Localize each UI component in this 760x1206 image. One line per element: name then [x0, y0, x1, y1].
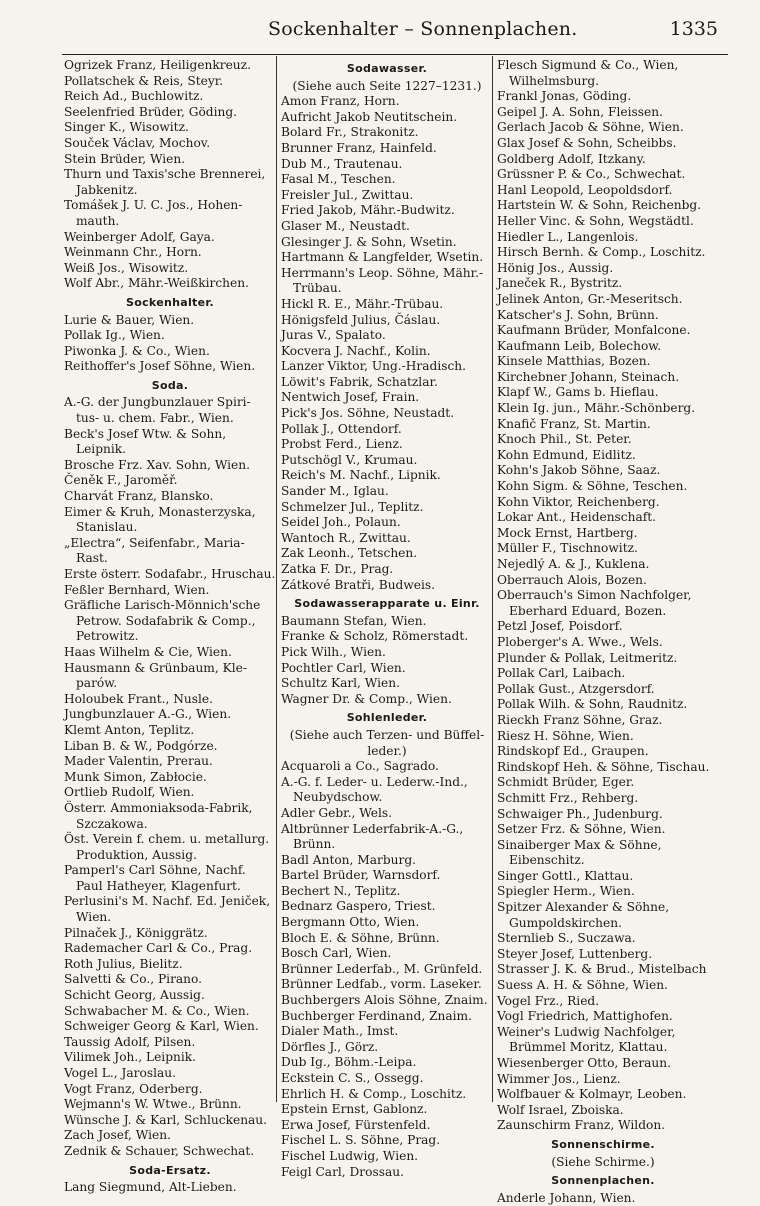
- directory-entry: Vilimek Joh., Leipnik.: [64, 1050, 197, 1065]
- directory-entry: Suess A. H. & Söhne, Wien.: [497, 978, 668, 993]
- directory-entry: Adler Gebr., Wels.: [281, 805, 393, 820]
- directory-entry: Jelinek Anton, Gr.-Meseritsch.: [497, 291, 683, 306]
- directory-entry: Grüssner P. & Co., Schwechat.: [497, 167, 686, 182]
- cross-reference-note: leder.): [367, 743, 407, 758]
- directory-entry: Klein Ig. jun., Mähr.-Schönberg.: [497, 401, 696, 416]
- directory-entry: Knafič Franz, St. Martin.: [497, 416, 651, 431]
- directory-entry: Taussig Adolf, Pilsen.: [64, 1034, 196, 1049]
- directory-entry: Pollak Ig., Wien.: [64, 328, 165, 343]
- directory-entry: Stein Brüder, Wien.: [64, 151, 186, 166]
- directory-entry: Brünner Ledfab., vorm. Laseker.: [281, 977, 482, 992]
- directory-entry: Feigl Carl, Drossau.: [281, 1164, 404, 1179]
- directory-entry: Altbrünner Lederfabrik-A.-G.,: [281, 821, 464, 836]
- directory-entry: Acquaroli a Co., Sagrado.: [281, 759, 439, 774]
- directory-entry: Wagner Dr. & Comp., Wien.: [281, 691, 452, 706]
- directory-entry: Lurie & Bauer, Wien.: [64, 312, 195, 327]
- directory-entry: Schwabacher M. & Co., Wien.: [64, 1003, 250, 1018]
- directory-entry: Nentwich Josef, Frain.: [281, 390, 420, 405]
- directory-entry: Pollak Gust., Atzgersdorf.: [497, 681, 655, 696]
- directory-entry: Badl Anton, Marburg.: [281, 852, 417, 867]
- directory-entry: Wolf Abr., Mähr.-Weißkirchen.: [64, 276, 249, 291]
- directory-entry: Singer Gottl., Klattau.: [497, 868, 634, 883]
- directory-entry: Rindskopf Ed., Graupen.: [497, 744, 649, 759]
- directory-entry-continuation: Brümmel Moritz, Klattau.: [509, 1040, 668, 1055]
- directory-entry: Souček Václav, Mochov.: [64, 135, 211, 150]
- directory-entry-continuation: Rast.: [76, 551, 108, 566]
- page-header: [0, 12, 760, 42]
- directory-entry: Österr. Ammoniaksoda-Fabrik,: [64, 800, 253, 815]
- column-1: [64, 58, 276, 1195]
- directory-entry: Baumann Stefan, Wien.: [281, 613, 427, 628]
- directory-entry: Hartstein W. & Sohn, Reichenbg.: [497, 198, 702, 213]
- directory-entry: Pilnaček J., Königgrätz.: [64, 925, 208, 940]
- directory-entry: Putschögl V., Krumau.: [281, 452, 418, 467]
- directory-entry: Lokar Ant., Heidenschaft.: [497, 510, 657, 525]
- directory-entry: Vogl Friedrich, Mattighofen.: [497, 1009, 673, 1024]
- directory-entry-continuation: Neubydschow.: [293, 790, 383, 805]
- column-2: [281, 58, 493, 1179]
- directory-entry: Pamperl's Carl Söhne, Nachf.: [64, 863, 246, 878]
- directory-entry: Kinsele Matthias, Bozen.: [497, 354, 651, 369]
- directory-entry: Fasal M., Teschen.: [281, 172, 396, 187]
- directory-entry: Sander M., Iglau.: [281, 484, 389, 499]
- directory-entry: Schicht Georg, Aussig.: [64, 988, 205, 1003]
- directory-entry: Eimer & Kruh, Monasterzyska,: [64, 504, 256, 519]
- directory-entry: Hönig Jos., Aussig.: [497, 260, 614, 275]
- directory-entry-continuation: Paul Hatheyer, Klagenfurt.: [76, 878, 241, 893]
- directory-entry: Nejedlý A. & J., Kuklena.: [497, 557, 650, 571]
- directory-entry: Fried Jakob, Mähr.-Budwitz.: [281, 203, 455, 218]
- directory-entry: Amon Franz, Horn.: [281, 94, 400, 109]
- directory-entry: Vogt Franz, Oderberg.: [64, 1081, 203, 1096]
- directory-entry: Wantoch R., Zwittau.: [281, 530, 411, 545]
- directory-entry: Glaser M., Neustadt.: [281, 218, 410, 233]
- directory-entry: A.-G. f. Leder- u. Lederw.-Ind.,: [281, 774, 468, 789]
- directory-entry: Bechert N., Teplitz.: [281, 883, 401, 898]
- directory-entry: Juras V., Spalato.: [281, 328, 386, 343]
- cross-reference-note: (Siehe Schirme.): [551, 1154, 655, 1169]
- directory-entry-continuation: Stanislau.: [76, 520, 138, 535]
- directory-entry: Probst Ferd., Lienz.: [281, 437, 403, 452]
- directory-entry: Freisler Jul., Zwittau.: [281, 187, 414, 202]
- section-heading: Sodawasser.: [346, 62, 428, 75]
- directory-entry: Hiedler L., Langenlois.: [497, 229, 639, 244]
- directory-entry: Rieckh Franz Söhne, Graz.: [497, 712, 663, 727]
- directory-entry: Eckstein C. S., Ossegg.: [281, 1071, 424, 1085]
- directory-entry: Hartmann & Langfelder, Wsetin.: [281, 250, 484, 265]
- directory-entry: Haas Wilhelm & Cie, Wien.: [64, 644, 232, 659]
- directory-entry: Reich Ad., Buchlowitz.: [64, 89, 204, 104]
- directory-entry: Zaunschirm Franz, Wildon.: [497, 1118, 666, 1133]
- directory-entry: Gräfliche Larisch-Mönnich'sche: [64, 598, 261, 613]
- directory-entry: Hanl Leopold, Leopoldsdorf.: [497, 182, 673, 197]
- directory-entry: Perlusini's M. Nachf. Ed. Jeniček,: [64, 894, 271, 909]
- directory-entry: Bartel Brüder, Warnsdorf.: [281, 868, 441, 883]
- directory-entry: Klapf W., Gams b. Hieflau.: [497, 385, 659, 400]
- column-3: [497, 58, 710, 1205]
- cross-reference-note: (Siehe auch Terzen- und Büffel-: [289, 727, 485, 742]
- directory-entry: Thurn und Taxis'sche Brennerei,: [64, 167, 266, 182]
- directory-entry-continuation: parów.: [76, 676, 118, 691]
- directory-entry: Bergmann Otto, Wien.: [281, 915, 420, 930]
- directory-entry: Schweiger Georg & Karl, Wien.: [64, 1019, 259, 1034]
- directory-entry: Bednarz Gaspero, Triest.: [281, 899, 436, 914]
- section-heading: Sockenhalter.: [126, 295, 214, 309]
- section-heading: Soda.: [151, 378, 189, 392]
- directory-entry: Erwa Josef, Fürstenfeld.: [281, 1117, 431, 1132]
- directory-entry: Knoch Phil., St. Peter.: [497, 432, 632, 447]
- directory-entry: Kohn's Jakob Söhne, Saaz.: [497, 463, 661, 478]
- directory-entry-continuation: tus- u. chem. Fabr., Wien.: [76, 411, 234, 426]
- directory-entry: Riesz H. Söhne, Wien.: [497, 728, 634, 743]
- directory-entry: Wejmann's W. Wtwe., Brünn.: [64, 1097, 242, 1112]
- directory-entry: Bolard Fr., Strakonitz.: [281, 125, 419, 140]
- directory-entry: Schultz Karl, Wien.: [281, 676, 400, 691]
- directory-entry: Munk Simon, Zabłocie.: [64, 769, 207, 784]
- directory-entry: Kaufmann Leib, Bolechow.: [497, 338, 662, 353]
- directory-entry: Čeněk F., Jaroměř.: [64, 473, 178, 488]
- directory-entry: Dialer Math., Imst.: [281, 1024, 399, 1039]
- section-heading: Sodawasserapparate u. Einr.: [294, 597, 480, 611]
- directory-entry: Heller Vinc. & Sohn, Wegstädtl.: [497, 213, 694, 228]
- directory-entry: Brosche Frz. Xav. Sohn, Wien.: [64, 457, 250, 472]
- directory-entry-continuation: Wilhelmsburg.: [509, 73, 600, 88]
- directory-entry: Setzer Frz. & Söhne, Wien.: [497, 822, 666, 837]
- directory-entry: Salvetti & Co., Pirano.: [64, 972, 203, 987]
- directory-entry: Franke & Scholz, Römerstadt.: [281, 629, 469, 644]
- directory-entry: Hirsch Bernh. & Comp., Loschitz.: [497, 245, 706, 260]
- directory-entry: Schmelzer Jul., Teplitz.: [281, 499, 424, 514]
- directory-entry: Rademacher Carl & Co., Prag.: [64, 941, 253, 956]
- directory-entry: Petzl Josef, Poisdorf.: [497, 619, 623, 634]
- directory-entry: Pollak Wilh. & Sohn, Raudnitz.: [497, 697, 688, 712]
- directory-entry: Zak Leonh., Tetschen.: [281, 546, 418, 561]
- directory-entry: Spiegler Herm., Wien.: [497, 884, 635, 899]
- directory-entry: Dörfles J., Görz.: [281, 1039, 379, 1054]
- directory-entry: Ortlieb Rudolf, Wien.: [64, 785, 195, 800]
- directory-entry: „Electra“, Seifenfabr., Maria-: [64, 535, 245, 550]
- directory-entry: Liban B. & W., Podgórze.: [64, 738, 218, 753]
- directory-entry: Wolf Israel, Zboiska.: [497, 1102, 624, 1117]
- directory-entry: Oberrauch Alois, Bozen.: [497, 572, 647, 587]
- directory-entry: Schwaiger Ph., Judenburg.: [497, 806, 663, 821]
- directory-entry: Ehrlich H. & Comp., Loschitz.: [281, 1086, 467, 1101]
- directory-entry: A.-G. der Jungbunzlauer Spiri-: [64, 395, 251, 410]
- directory-entry: Weiß Jos., Wisowitz.: [64, 260, 189, 275]
- directory-entry-continuation: Wien.: [76, 910, 112, 925]
- directory-entry: Kohn Viktor, Reichenberg.: [497, 494, 660, 509]
- directory-entry: Bloch E. & Söhne, Brünn.: [281, 930, 440, 945]
- directory-entry: Zátkové Bratři, Budweis.: [281, 577, 436, 592]
- directory-entry: Flesch Sigmund & Co., Wien,: [497, 58, 679, 72]
- page-title: Sockenhalter – Sonnenplachen.: [268, 18, 578, 40]
- directory-entry-continuation: Eberhard Eduard, Bozen.: [509, 603, 667, 618]
- directory-entry: Erste österr. Sodafabr., Hruschau.: [64, 567, 276, 581]
- directory-entry: Müller F., Tischnowitz.: [497, 541, 638, 556]
- directory-entry: Sternlieb S., Suczawa.: [497, 931, 636, 946]
- directory-entry-continuation: Petrow. Sodafabrik & Comp.,: [76, 613, 256, 628]
- directory-entry: Lanzer Viktor, Ung.-Hradisch.: [281, 359, 467, 374]
- directory-entry-continuation: Produktion, Aussig.: [76, 847, 197, 862]
- directory-entry: Tomášek J. U. C. Jos., Hohen-: [64, 198, 243, 213]
- directory-entry: Strasser J. K. & Brud., Mistelbach: [497, 962, 707, 977]
- directory-entry: Beck's Josef Wtw. & Sohn,: [64, 426, 227, 441]
- directory-entry: Glesinger J. & Sohn, Wsetin.: [281, 234, 457, 249]
- directory-entry-continuation: mauth.: [76, 213, 120, 228]
- section-heading: Sonnenschirme.: [551, 1137, 655, 1151]
- section-heading: Soda-Ersatz.: [129, 1163, 211, 1177]
- directory-entry: Epstein Ernst, Gablonz.: [281, 1102, 428, 1117]
- directory-entry: Kaufmann Brüder, Monfalcone.: [497, 323, 691, 338]
- directory-entry: Weiner's Ludwig Nachfolger,: [497, 1024, 676, 1039]
- directory-entry-continuation: Trübau.: [293, 281, 342, 296]
- directory-entry: Piwonka J. & Co., Wien.: [64, 343, 210, 358]
- directory-entry: Frankl Jonas, Göding.: [497, 89, 632, 104]
- directory-entry: Geipel J. A. Sohn, Fleissen.: [497, 104, 663, 119]
- directory-entry: Steyer Josef, Luttenberg.: [497, 946, 653, 961]
- directory-entry: Pick Wilh., Wien.: [281, 644, 386, 659]
- directory-entry: Hausmann & Grünbaum, Kle-: [64, 660, 247, 675]
- directory-entry: Singer K., Wisowitz.: [64, 120, 189, 135]
- directory-entry: Reithoffer's Josef Söhne, Wien.: [64, 359, 256, 374]
- directory-entry: Weinmann Chr., Horn.: [64, 245, 202, 260]
- directory-entry: Dub Ig., Böhm.-Leipa.: [281, 1055, 417, 1070]
- directory-entry: Aufricht Jakob Neutitschein.: [281, 109, 458, 124]
- directory-entry: Zednik & Schauer, Schwechat.: [64, 1143, 255, 1158]
- directory-entry: Janeček R., Bystritz.: [497, 276, 623, 291]
- directory-entry: Wünsche J. & Karl, Schluckenau.: [64, 1112, 268, 1127]
- directory-entry: Hönigsfeld Julius, Čáslau.: [281, 312, 441, 327]
- page-number: 1335: [669, 18, 718, 40]
- section-heading: Sonnenplachen.: [551, 1174, 655, 1188]
- directory-entry: Charvát Franz, Blansko.: [64, 489, 214, 504]
- directory-entry: Öst. Verein f. chem. u. metallurg.: [64, 832, 270, 847]
- directory-entry: Jungbunzlauer A.-G., Wien.: [64, 707, 232, 722]
- column-divider: [276, 56, 277, 1102]
- directory-entry-continuation: Leipnik.: [76, 442, 127, 457]
- directory-entry: Weinberger Adolf, Gaya.: [64, 229, 215, 244]
- cross-reference-note: (Siehe auch Seite 1227–1231.): [292, 78, 482, 93]
- directory-entry: Plunder & Pollak, Leitmeritz.: [497, 650, 678, 665]
- directory-entry: Zatka F. Dr., Prag.: [281, 562, 394, 576]
- directory-entry: Goldberg Adolf, Itzkany.: [497, 151, 646, 166]
- directory-entry: Schmitt Frz., Rehberg.: [497, 790, 639, 805]
- directory-entry: Pollak Carl, Laibach.: [497, 666, 626, 681]
- directory-entry: Katscher's J. Sohn, Brünn.: [497, 307, 659, 322]
- directory-entry: Pollak J., Ottendorf.: [281, 421, 402, 436]
- directory-entry: Kirchebner Johann, Steinach.: [497, 369, 680, 384]
- directory-entry: Roth Julius, Bielitz.: [64, 956, 183, 971]
- directory-entry: Seelenfried Brüder, Göding.: [64, 104, 238, 119]
- directory-entry: Pick's Jos. Söhne, Neustadt.: [281, 406, 455, 421]
- directory-entry: Spitzer Alexander & Söhne,: [497, 900, 670, 915]
- directory-entry: Brunner Franz, Hainfeld.: [281, 140, 437, 155]
- directory-entry: Mock Ernst, Hartberg.: [497, 525, 638, 540]
- directory-entry: Mader Valentin, Prerau.: [64, 754, 213, 769]
- directory-entry-continuation: Eibenschitz.: [509, 853, 585, 868]
- directory-entry: Reich's M. Nachf., Lipnik.: [281, 468, 441, 483]
- section-heading: Sohlenleder.: [346, 711, 428, 725]
- directory-entry: Wolfbauer & Kolmayr, Leoben.: [497, 1087, 687, 1102]
- directory-entry: Wimmer Jos., Lienz.: [497, 1071, 621, 1086]
- directory-entry: Ploberger's A. Wwe., Wels.: [497, 634, 663, 649]
- directory-entry-continuation: Gumpoldskirchen.: [509, 915, 622, 930]
- directory-entry: Buchberger Ferdinand, Znaim.: [281, 1008, 472, 1023]
- directory-entry: Sinaiberger Max & Söhne,: [497, 837, 662, 852]
- directory-entry-continuation: Petrowitz.: [76, 629, 139, 644]
- directory-entry: Seidel Joh., Polaun.: [281, 515, 401, 530]
- column-divider: [492, 56, 493, 1102]
- directory-entry: Klemt Anton, Teplitz.: [64, 722, 195, 737]
- directory-entry-continuation: Szczakowa.: [76, 816, 148, 831]
- directory-entry: Herrmann's Leop. Söhne, Mähr.-: [281, 265, 484, 280]
- directory-entry: Schmidt Brüder, Eger.: [497, 775, 635, 790]
- directory-entry: Anderle Johann, Wien.: [497, 1190, 636, 1205]
- directory-entry: Brünner Lederfab., M. Grünfeld.: [281, 961, 483, 976]
- directory-entry: Fischel Ludwig, Wien.: [281, 1148, 419, 1163]
- directory-entry: Buchbergers Alois Söhne, Znaim.: [281, 993, 488, 1008]
- directory-entry: Ogrizek Franz, Heiligenkreuz.: [64, 58, 251, 72]
- directory-entry: Pollatschek & Reis, Steyr.: [64, 73, 224, 88]
- directory-entry: Vogel L., Jaroslau.: [64, 1066, 176, 1080]
- directory-entry: Glax Josef & Sohn, Scheibbs.: [497, 135, 677, 150]
- directory-entry: Oberrauch's Simon Nachfolger,: [497, 588, 692, 603]
- directory-entry: Rindskopf Heh. & Söhne, Tischau.: [497, 759, 710, 774]
- directory-entry: Holoubek Frant., Nusle.: [64, 691, 213, 706]
- directory-entry: Feßler Bernhard, Wien.: [64, 582, 210, 597]
- directory-entry: Vogel Frz., Ried.: [497, 993, 600, 1008]
- directory-entry-continuation: Jabkenitz.: [76, 182, 138, 197]
- directory-entry: Hickl R. E., Mähr.-Trübau.: [281, 296, 444, 311]
- directory-entry: Gerlach Jacob & Söhne, Wien.: [497, 120, 684, 135]
- directory-entry: Wiesenberger Otto, Beraun.: [497, 1056, 671, 1070]
- directory-entry: Kocvera J. Nachf., Kolin.: [281, 343, 431, 358]
- directory-entry: Bosch Carl, Wien.: [281, 946, 392, 961]
- directory-entry: Lang Siegmund, Alt-Lieben.: [64, 1180, 237, 1195]
- directory-entry: Kohn Sigm. & Söhne, Teschen.: [497, 479, 688, 494]
- directory-entry: Löwit's Fabrik, Schatzlar.: [281, 374, 438, 389]
- header-rule: [62, 54, 728, 55]
- directory-entry: Fischel L. S. Söhne, Prag.: [281, 1133, 441, 1148]
- directory-entry: Dub M., Trautenau.: [281, 156, 403, 171]
- directory-entry-continuation: Brünn.: [293, 837, 336, 852]
- directory-entry: Pochtler Carl, Wien.: [281, 660, 406, 675]
- directory-entry: Zach Josef, Wien.: [64, 1128, 171, 1143]
- directory-entry: Kohn Edmund, Eidlitz.: [497, 447, 636, 462]
